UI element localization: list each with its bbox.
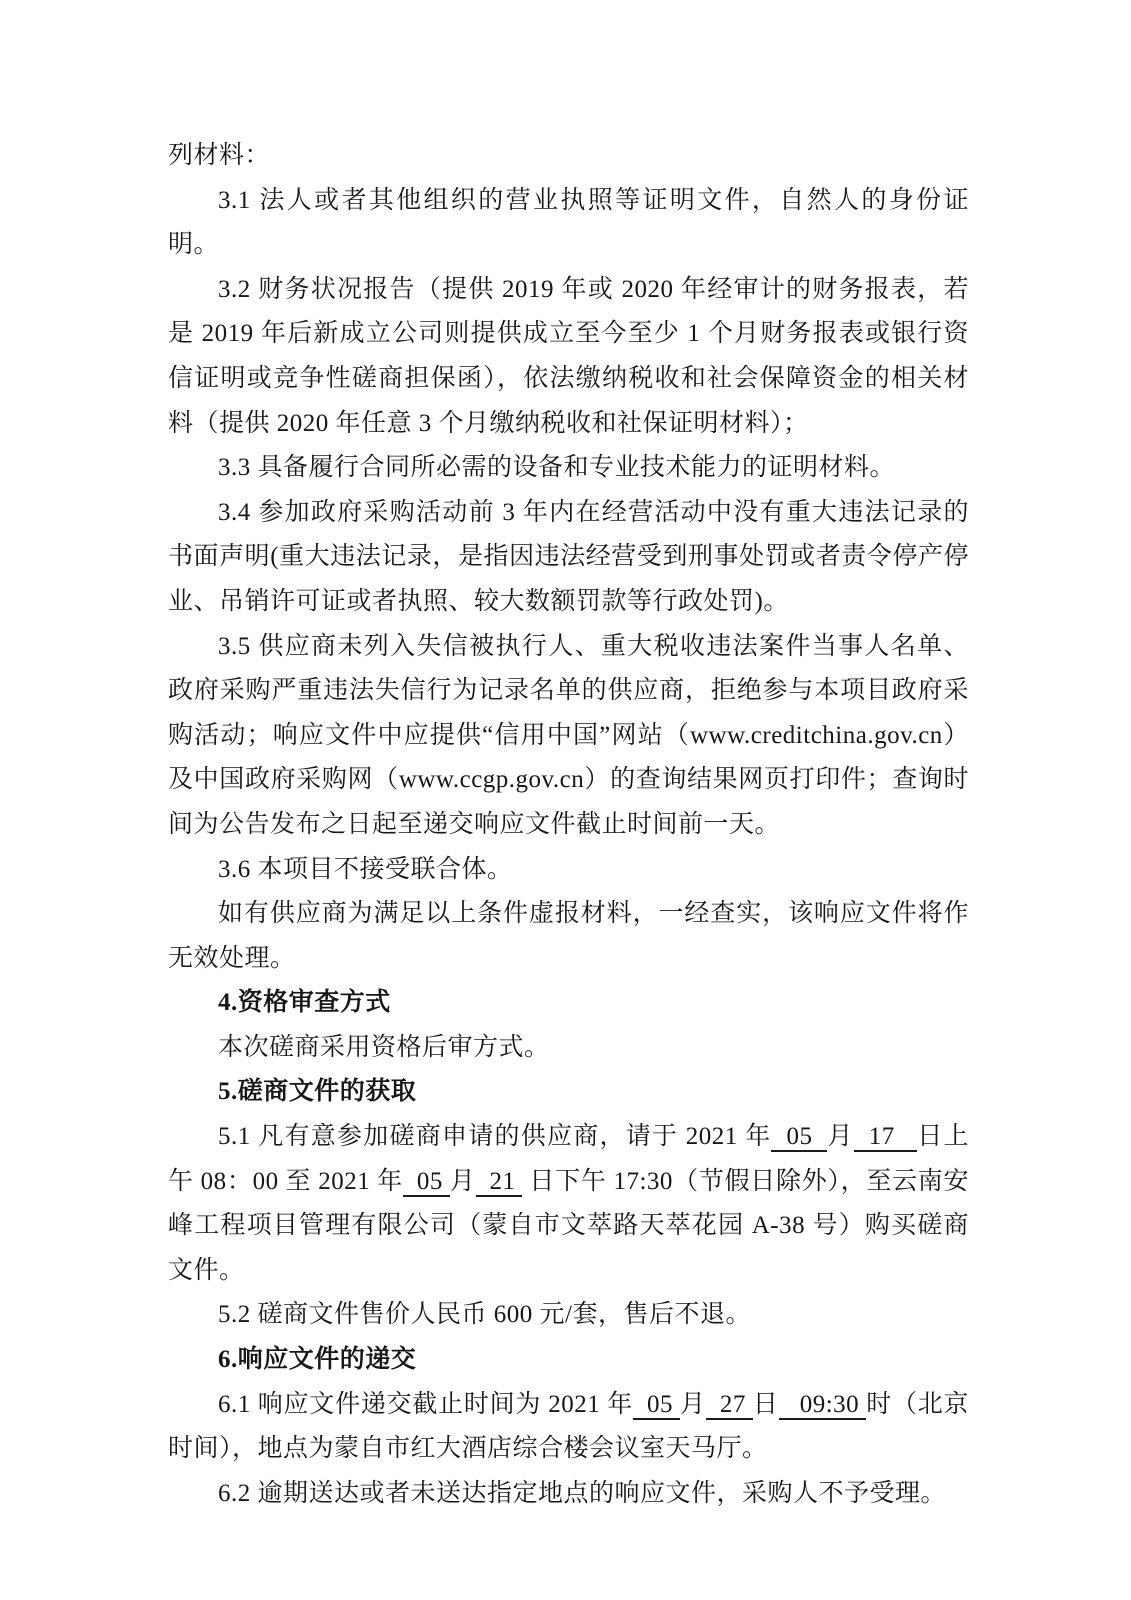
text-run: 月 (827, 1123, 854, 1151)
clause-4-body: 本次磋商采用资格后审方式。 (218, 1033, 550, 1061)
clause-3-5: 3.5 供应商未列入失信被执行人、重大税收违法案件当事人名单、政府采购严重违法失信行为记录名单的供应商，拒绝参与本项目政府采购活动；响应文件中应提供“信用中国”网站（www.creditchina.gov.cn）及中国政府采购网（www.ccgp.gov.cn）的查询结果网页打印件；查询时间为公告发布之日起至递交响应文件截止时间前一天。 (168, 632, 969, 838)
heading-section-4: 4.资格审查方式 (218, 989, 391, 1017)
clause-3-note: 如有供应商为满足以上条件虚报材料，一经查实，该响应文件将作无效处理。 (168, 900, 969, 972)
fill-in-month-field: 05 (402, 1167, 450, 1195)
text-run: 时（北京时间），地点为蒙自市红大酒店综合楼会议室天马厅。 (168, 1390, 970, 1463)
text-run: 日 (752, 1390, 779, 1418)
clause-6-2: 6.2 逾期送达或者未送达指定地点的响应文件，采购人不予受理。 (218, 1479, 947, 1507)
text-run: 月 (680, 1390, 706, 1418)
text-run: 6.1 响应文件递交截止时间为 2021 年 (218, 1390, 633, 1418)
clause-5-2: 5.2 磋商文件售价人民币 600 元/套，售后不退。 (218, 1301, 751, 1329)
clause-3-4: 3.4 参加政府采购活动前 3 年内在经营活动中没有重大违法记录的书面声明(重大违法记录，是指因违法经营受到刑事处罚或者责令停产停业、吊销许可证或者执照、较大数额罚款等行政处罚)。 (168, 498, 969, 615)
text-run: 日下午 17:30（节假日除外），至云南安峰工程项目管理有限公司（蒙自市文萃路天萃花园 A-38 号）购买磋商文件。 (168, 1167, 969, 1284)
fill-in-day-field: 27 (705, 1390, 753, 1418)
clause-3-6: 3.6 本项目不接受联合体。 (218, 855, 513, 883)
document-body (168, 134, 969, 1516)
clause-6-1 (168, 1383, 969, 1472)
text-run: 5.1 凡有意参加磋商申请的供应商，请于 2021 年 (218, 1123, 772, 1151)
heading-section-6: 6.响应文件的递交 (218, 1346, 417, 1374)
fill-in-month-field: 05 (633, 1390, 681, 1418)
clause-3-2: 3.2 财务状况报告（提供 2019 年或 2020 年经审计的财务报表，若是 2019 年后新成立公司则提供成立至今至少 1 个月财务报表或银行资信证明或竞争性磋商担保函），依法缴纳税收和社会保障资金的相关材料（提供 2020 年任意 3 个月缴纳税收和社保证明材料）； (168, 275, 969, 437)
clause-3-3: 3.3 具备履行合同所必需的设备和专业技术能力的证明材料。 (218, 454, 896, 482)
heading-section-5: 5.磋商文件的获取 (218, 1078, 417, 1106)
fill-in-time-field: 09:30 (778, 1390, 867, 1418)
fill-in-month-field: 05 (771, 1123, 828, 1151)
text-run: 日上午 08：00 至 2021 年 (168, 1123, 969, 1195)
text-run: 月 (449, 1167, 476, 1195)
fill-in-day-field: 21 (475, 1167, 523, 1195)
paragraph-lead: 列材料： (168, 142, 271, 169)
clause-3-1: 3.1 法人或者其他组织的营业执照等证明文件，自然人的身份证明。 (168, 186, 969, 259)
clause-5-1 (168, 1115, 969, 1293)
fill-in-day-field: 17 (853, 1123, 918, 1151)
